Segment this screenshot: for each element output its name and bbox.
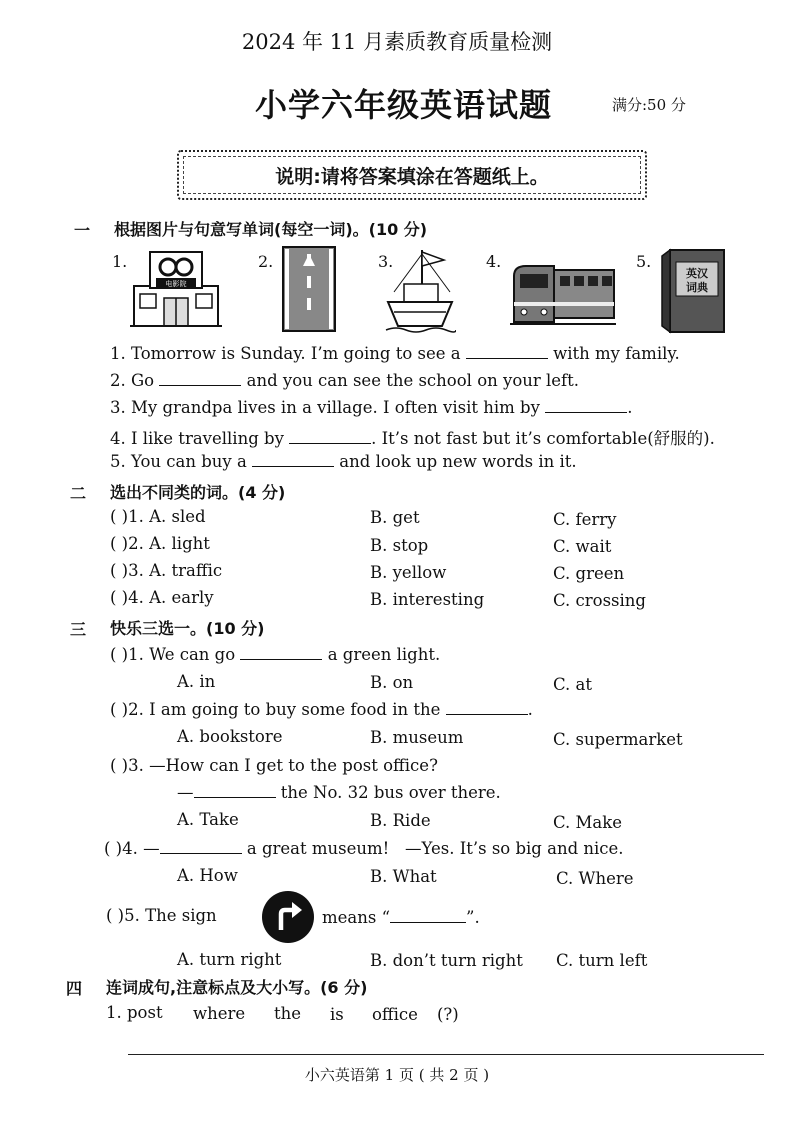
s1-item-2-tail: and you can see the school on your left. <box>246 371 580 390</box>
dictionary-cover-text-1: 英汉 <box>686 267 708 280</box>
s3-q5-blank[interactable] <box>390 908 466 923</box>
dictionary-icon <box>660 248 726 338</box>
s2-q4-b: B. interesting <box>370 590 485 609</box>
picture-label-4: 4. <box>486 252 502 271</box>
s3-q5-b: B. don’t turn right <box>370 951 523 970</box>
s2-q3-b: B. yellow <box>370 563 447 582</box>
s3-q4-mid: a great museum! <box>246 839 390 858</box>
s4-item1-word-1: where <box>193 1004 246 1023</box>
s1-item-1 <box>110 344 680 363</box>
s3-q2-tail: . <box>527 700 533 719</box>
s1-item-5-text: 5. You can buy a <box>110 452 247 471</box>
s3-q1-blank[interactable] <box>240 645 322 660</box>
s4-item1-word-5: (?) <box>437 1005 459 1024</box>
s3-q3-line2 <box>177 783 501 802</box>
s3-q2 <box>110 700 533 719</box>
road-straight-icon <box>282 246 336 336</box>
s3-q4-a: A. How <box>177 866 238 885</box>
s3-q1-tail: a green light. <box>327 645 441 664</box>
s4-item1-word-4: office <box>372 1005 418 1024</box>
s3-q2-c: C. supermarket <box>553 730 683 749</box>
s2-q2-b: B. stop <box>370 536 429 555</box>
notice-text: 说明:请将答案填涂在答题纸上。 <box>275 165 549 188</box>
s3-q5-a: A. turn right <box>177 950 282 969</box>
s2-q1-c: C. ferry <box>553 510 617 529</box>
exam-name: 2024 年 11 月素质教育质量检测 <box>241 30 553 54</box>
s3-q4-blank[interactable] <box>160 839 242 854</box>
full-score: 满分:50 分 <box>612 96 686 114</box>
s1-item-4-blank[interactable] <box>289 429 371 444</box>
section1-title: 根据图片与句意写单词(每空一词)。(10 分) <box>114 220 428 239</box>
s2-q3: ( )3. A. traffic <box>110 561 223 580</box>
train-icon <box>510 262 616 330</box>
page-footer: 小六英语第 1 页 ( 共 2 页 ) <box>304 1066 490 1084</box>
s1-item-5-tail: and look up new words in it. <box>339 452 577 471</box>
s3-q2-text: ( )2. I am going to buy some food in the <box>110 700 441 719</box>
s3-q3-c: C. Make <box>553 813 623 832</box>
ship-icon <box>384 248 456 338</box>
notice-box <box>177 150 647 200</box>
s1-item-5-blank[interactable] <box>252 452 334 467</box>
s1-item-2-blank[interactable] <box>159 371 241 386</box>
s3-q5-text: ( )5. The sign <box>106 906 217 925</box>
s3-q3-dash: — <box>177 783 194 802</box>
section2-number: 二 <box>70 484 87 503</box>
s3-q1 <box>110 645 440 664</box>
s2-q1: ( )1. A. sled <box>110 507 206 526</box>
dictionary-cover-text-2: 词典 <box>686 281 708 294</box>
s3-q1-c: C. at <box>553 675 592 694</box>
s1-item-1-text: 1. Tomorrow is Sunday. I’m going to see a <box>110 344 461 363</box>
section2-title: 选出不同类的词。(4 分) <box>110 483 286 502</box>
s4-item1-word-2: the <box>274 1004 302 1023</box>
s3-q3-tail: the No. 32 bus over there. <box>280 783 501 802</box>
s3-q2-b: B. museum <box>370 728 464 747</box>
s2-q4-c: C. crossing <box>553 591 646 610</box>
s1-item-3-text: 3. My grandpa lives in a village. I often visit him by <box>110 398 540 417</box>
title-row <box>0 80 794 124</box>
s3-q1-text: ( )1. We can go <box>110 645 236 664</box>
s3-q5-c: C. turn left <box>556 951 648 970</box>
s1-item-3-tail: . <box>627 398 633 417</box>
s3-q5-mid <box>322 908 480 927</box>
cinema-sign-text: 电影院 <box>165 280 187 288</box>
s3-q4-c: C. Where <box>556 869 634 888</box>
section4-title: 连词成句,注意标点及大小写。(6 分) <box>106 978 368 997</box>
section3-number: 三 <box>70 620 87 639</box>
section4-number: 四 <box>66 979 83 998</box>
picture-label-5: 5. <box>636 252 652 271</box>
s3-q5-means: means “ <box>322 908 391 927</box>
s1-item-5 <box>110 452 577 471</box>
s2-q3-c: C. green <box>553 564 625 583</box>
paper-title: 小学六年级英语试题 <box>255 86 553 124</box>
s3-q1-a: A. in <box>177 672 216 691</box>
s3-q4-text: ( )4. — <box>104 839 160 858</box>
s1-item-2 <box>110 371 579 390</box>
s1-item-3 <box>110 398 632 417</box>
picture-label-2: 2. <box>258 252 274 271</box>
picture-label-3: 3. <box>378 252 394 271</box>
s2-q4: ( )4. A. early <box>110 588 214 607</box>
s1-item-1-blank[interactable] <box>466 344 548 359</box>
s1-item-4 <box>110 425 715 449</box>
section3-title: 快乐三选一。(10 分) <box>110 619 265 638</box>
turn-right-sign-icon <box>261 890 315 948</box>
s1-item-3-blank[interactable] <box>545 398 627 413</box>
s3-q2-a: A. bookstore <box>177 727 283 746</box>
footer-divider <box>128 1054 764 1055</box>
s1-item-4-tail: . It’s not fast but it’s comfortable(舒服的). <box>371 429 715 448</box>
s3-q1-b: B. on <box>370 673 414 692</box>
s1-item-2-text: 2. Go <box>110 371 155 390</box>
s3-q3-line1: ( )3. —How can I get to the post office? <box>110 756 438 775</box>
picture-label-1: 1. <box>112 252 128 271</box>
s3-q5-tail: ”. <box>466 908 480 927</box>
s3-q4 <box>104 839 624 858</box>
s1-item-4-text: 4. I like travelling by <box>110 429 284 448</box>
s2-q2-c: C. wait <box>553 537 612 556</box>
s4-item1-word-3: is <box>330 1005 344 1024</box>
s3-q3-b: B. Ride <box>370 811 431 830</box>
s3-q3-a: A. Take <box>177 810 239 829</box>
cinema-icon <box>128 250 224 334</box>
s3-q3-blank[interactable] <box>194 783 276 798</box>
s2-q2: ( )2. A. light <box>110 534 210 553</box>
section1-number: 一 <box>74 221 91 240</box>
s3-q4-b: B. What <box>370 867 437 886</box>
s3-q4-tail: —Yes. It’s so big and nice. <box>405 839 624 858</box>
s1-item-1-tail: with my family. <box>553 344 680 363</box>
s4-item1-num: 1. post <box>106 1003 163 1022</box>
s3-q2-blank[interactable] <box>446 700 528 715</box>
s2-q1-b: B. get <box>370 508 420 527</box>
